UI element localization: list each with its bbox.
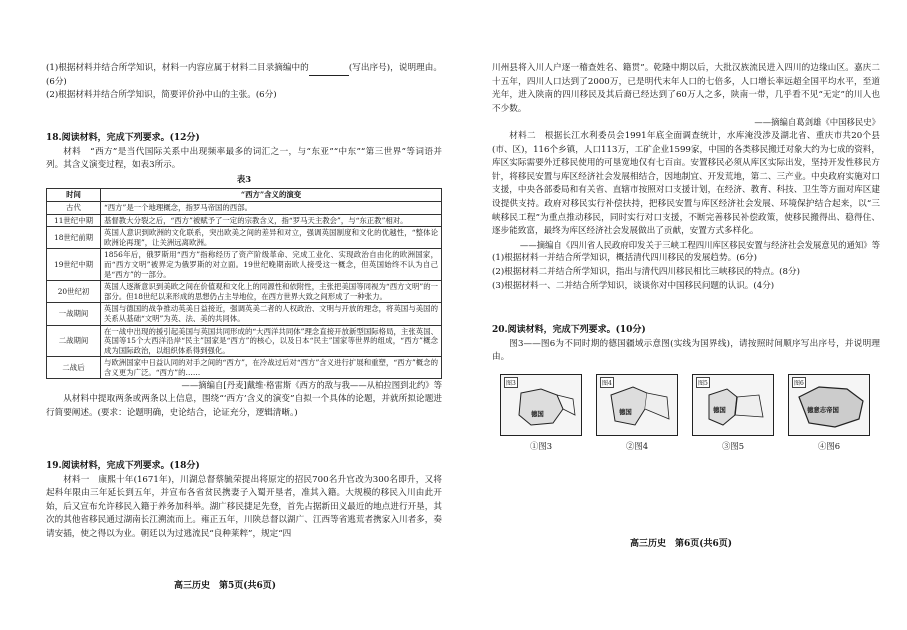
map-caption: ④图6	[817, 441, 841, 451]
page-right	[470, 0, 894, 630]
table-header-row	[47, 189, 442, 202]
table-3	[46, 188, 442, 379]
q19-task-2: (2)根据材料二并结合所学知识，指出与清代四川移民相比三峡移民的特点。(8分)	[492, 266, 800, 277]
map-caption: ③图5	[721, 441, 745, 451]
q18-task: 从材料中提取两条或两条以上信息，围绕“‘西方’含义的演变”自拟一个具体的论题，并就所拟论题进行简要阐述。(要求：论题明确，史论结合，论证充分，逻辑清晰。)	[46, 394, 442, 418]
footer-left: 高三历史 第5页(共6页)	[174, 581, 277, 591]
q18-source: ——摘编自[丹麦]戴维·格雷斯《西方的敌与我——从柏拉图到北约》等	[181, 380, 442, 391]
table-row: 二战后 与欧洲国家中日益认同的对手之间的“西方”，在冷战过后对“西方”含义进行扩展和重塑，“西方”概念的含义更为广泛。“西方”的……	[47, 357, 442, 379]
q19-material-1: 材料一 康熙十年(1671年)，川湖总督蔡毓荣提出将原定的招民700名升官改为300名即升，又将起科年限由三年延长到五年，并宣布各省贫民携妻子入蜀开垦者，准其入籍。大规模的移民入川由此开始，后又宣布允许移民入籍于养务加科举。湖广移民捷足先登，首先占据新田义最近的地点进行开垦，其次的其他省移民通过湖南长江溯流而上。雍正五年，川陕总督以湖广、江西等省逃荒者携家入川者多，奏请安插，使之得以为业。朝廷以为过逃流民“良种莱粹”，规定“四	[46, 474, 442, 539]
footer-right: 高三历史 第6页(共6页)	[630, 539, 733, 549]
map-figure-5: 图5 德国	[692, 374, 774, 436]
q17-task-1: (1)根据材料并结合所学知识，材料一内容应属于材料二目录摘编中的 (写出序号)，说明理由。(6分)	[46, 63, 442, 87]
q17-task-2: (2)根据材料并结合所学知识，简要评价孙中山的主张。(6分)	[46, 90, 277, 101]
map-figure-3: 图3 德国	[500, 374, 582, 436]
table-row: 18世纪前期 英国人意识到欧洲的文化联系，突出欧美之间的差异和对立，强调英国制度和文化的优越性，“整体论欧洲论再现”，让关洲远离欧洲。	[47, 227, 442, 249]
table-caption: 表3	[236, 173, 252, 184]
q19-task-3: (3)根据材料一、二并结合所学知识，谈谈你对中国移民问题的认识。(4分)	[492, 280, 775, 291]
q20	[492, 324, 880, 365]
table-row: 19世纪中期 1856年后，俄罗斯用“西方”指称经历了资产阶级革命、完成工业化、实现政治自由化的欧洲国家，而“西方文明”被界定为俄罗斯的对立面。19世纪晚期南欧人接受这一概念，但英国始终不认为自己是“西方”的一部分。	[47, 249, 442, 281]
q18-intro: 材料 “西方”是当代国际关系中出现频率最多的词汇之一，与“东亚”“中东”“第三世界”等词语并列。其含义演变过程，如表3所示。	[46, 146, 442, 171]
map-caption: ②图4	[625, 441, 649, 451]
col-meaning: “西方”含义的演变	[101, 189, 442, 202]
q17-tasks	[46, 62, 442, 103]
q19-material-2: 材料二 根据长江水利委员会1991年底全面调查统计，水库淹没涉及湖北省、重庆市共20个县(市、区)，116个乡镇，人口113万，工矿企业1599家，中国的各类移民搬迁对象大约为七成的资料，库区实际需要外迁移民使用的可垦宽地仅有七百亩。安置移民必须从库区实际出发，坚持开发性移民方针，将移民安置与库区经济社会发展相结合，因地制宜、开发荒地，第二、三产业。中央政府实施对口支援，中央各部委局和有关省、直辖市按照对口支援计划，在经济、教育、科技、卫生等方面对库区建设提供支持。政府对移民实行补偿扶持，把移民安置与库区经济社会发展、环境保护结合起来，以“三峡移民工程”为重点推动移民，同时实行对口支援，不断完善移民补偿政策，使移民搬得出、稳得住、逐步能致富，最终为库区经济社会发展做出了贡献，安置方式多样化。	[492, 130, 880, 237]
answer-blank	[309, 67, 349, 76]
q19	[46, 460, 442, 542]
table-row: 二战期间 在一战中出现的援引起美国与英国共同形成的“大西洋共同体”理念直接开放新型国际格局，主张英国、英国等15个大西洋沿岸“民主”国家是“西方”的核心，以及日本“民主”国家等世界的组成，“西方”概念成为国际政治，以组织体系得到强化。	[47, 325, 442, 357]
q20-head: 20.阅读材料，完成下列要求。(10分)	[492, 325, 646, 335]
q19-task-1: (1)根据材料一并结合所学知识，概括清代四川移民的发展趋势。(6分)	[492, 253, 757, 264]
page-left	[14, 0, 454, 630]
q19-continued	[492, 62, 880, 293]
q19-source-1: ——摘编自葛剑雄《中国移民史》	[754, 117, 880, 128]
q18-head: 18.阅读材料，完成下列要求。(12分)	[46, 133, 200, 143]
q20-body: 图3——图6为不同时期的德国疆域示意图(实线为国界线)，请按照时间顺序写出序号，并说明理由。	[492, 338, 880, 363]
map-figure-4: 图4 德国	[596, 374, 678, 436]
col-era: 时间	[47, 189, 101, 202]
table-row: 11世纪中期 基督教大分裂之后，“西方”被赋予了一定的宗教含义，指“罗马天主教会”，与“东正教”相对。	[47, 214, 442, 227]
q18	[46, 132, 442, 420]
q19-head: 19.阅读材料，完成下列要求。(18分)	[46, 461, 200, 471]
q19-material-1-cont: 川州县将入川人户逐一稽查姓名、籍贯”。乾隆中期以后，大批汉族流民进入四川的边缘山区。嘉庆二十五年，四川人口达到了2000万，已是明代末年人口的七倍多，人口增长率远超全国平均水平，至道光年，进入陕南的四川移民及其后裔已经达到了60万人之多，陕南一带，几乎看不见“无定”的川人也不少数。	[492, 63, 880, 114]
table-row: 古代 “西方”是一个地理概念，指罗马帝国的西部。	[47, 201, 442, 214]
map-caption: ①图3	[529, 441, 553, 451]
q19-source-2: ——摘编自《四川省人民政府印发关于三峡工程四川库区移民安置与经济社会发展意见的通知》等	[519, 239, 880, 250]
table-row: 一战期间 英国与德国的战争推动英美日益接近，强调英美二者的人权政治、文明与开放的理念，将英国与美国的关系从基础“文明”为英、法、美的共同体。	[47, 303, 442, 325]
map-figure-6: 图6 德意志帝国	[788, 374, 870, 436]
table-row: 20世纪初 英国人逐渐意识到美欧之间在价值观和文化上的同源性和依附性，主张把美国等同视为“西方文明”的一部分。但18世纪以来形成的思想仍占主导地位，在西方世界大致之间形成了一种张力。	[47, 281, 442, 303]
map-figures	[500, 374, 870, 454]
